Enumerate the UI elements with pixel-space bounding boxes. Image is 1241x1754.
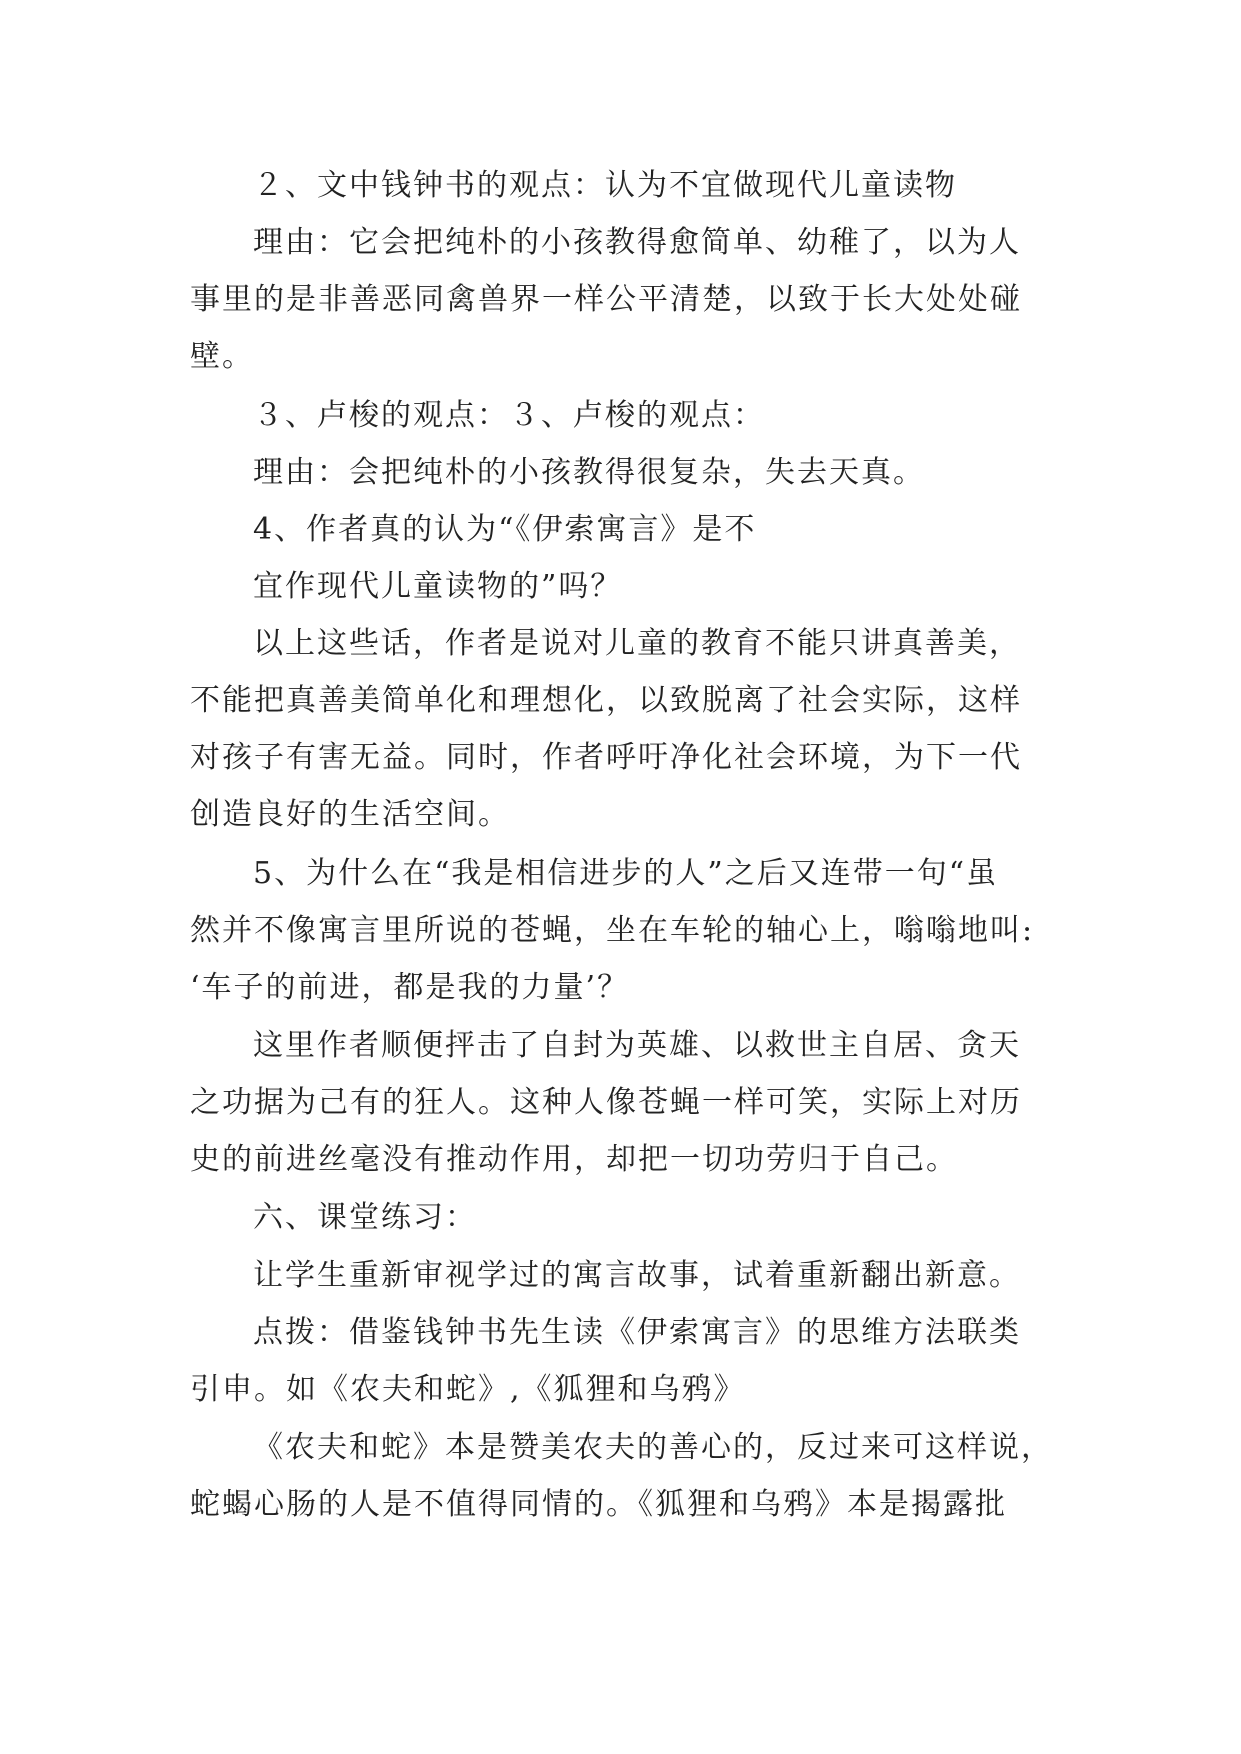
text-line: 4、作者真的认为“《伊索寓言》是不 <box>253 512 757 547</box>
text-line: 创造良好的生活空间。 <box>190 797 510 832</box>
text-line: 对孩子有害无益。同时，作者呼吁净化社会环境，为下一代 <box>190 740 1022 775</box>
text-line: 理由：它会把纯朴的小孩教得愈简单、幼稚了，以为人 <box>253 225 1021 260</box>
text-line: 六、课堂练习： <box>253 1200 477 1235</box>
text-line: 然并不像寓言里所说的苍蝇，坐在车轮的轴心上，嗡嗡地叫: <box>190 913 1035 948</box>
text-line: ‘车子的前进，都是我的力量’？ <box>190 970 630 1005</box>
text-line: 点拨：借鉴钱钟书先生读《伊索寓言》的思维方法联类 <box>253 1315 1021 1350</box>
text-line: 事里的是非善恶同禽兽界一样公平清楚，以致于长大处处碰 <box>190 282 1022 317</box>
text-line: 史的前进丝毫没有推动作用，却把一切功劳归于自己。 <box>190 1142 958 1177</box>
text-line: 不能把真善美简单化和理想化，以致脱离了社会实际，这样 <box>190 683 1022 718</box>
text-line: 宜作现代儿童读物的”吗？ <box>253 569 623 604</box>
text-line: ２、文中钱钟书的观点：认为不宜做现代儿童读物 <box>253 168 957 203</box>
text-line: 之功据为己有的狂人。这种人像苍蝇一样可笑，实际上对历 <box>190 1085 1022 1120</box>
text-line: 理由：会把纯朴的小孩教得很复杂，失去天真。 <box>253 455 925 490</box>
text-line: 5、为什么在“我是相信进步的人”之后又连带一句“虽 <box>253 856 999 891</box>
text-line: ３、卢梭的观点：３、卢梭的观点： <box>253 398 765 433</box>
text-line: 这里作者顺便抨击了自封为英雄、以救世主自居、贪天 <box>253 1028 1021 1063</box>
text-line: 让学生重新审视学过的寓言故事，试着重新翻出新意。 <box>253 1258 1021 1293</box>
text-line: 蛇蝎心肠的人是不值得同情的。《狐狸和乌鸦》本是揭露批 <box>190 1487 1007 1522</box>
text-line: 壁。 <box>190 339 254 374</box>
text-line: 以上这些话，作者是说对儿童的教育不能只讲真善美， <box>253 626 1021 661</box>
text-line: 引申。如《农夫和蛇》,《狐狸和乌鸦》 <box>190 1372 746 1407</box>
text-line: 《农夫和蛇》本是赞美农夫的善心的，反过来可这样说， <box>253 1430 1053 1465</box>
